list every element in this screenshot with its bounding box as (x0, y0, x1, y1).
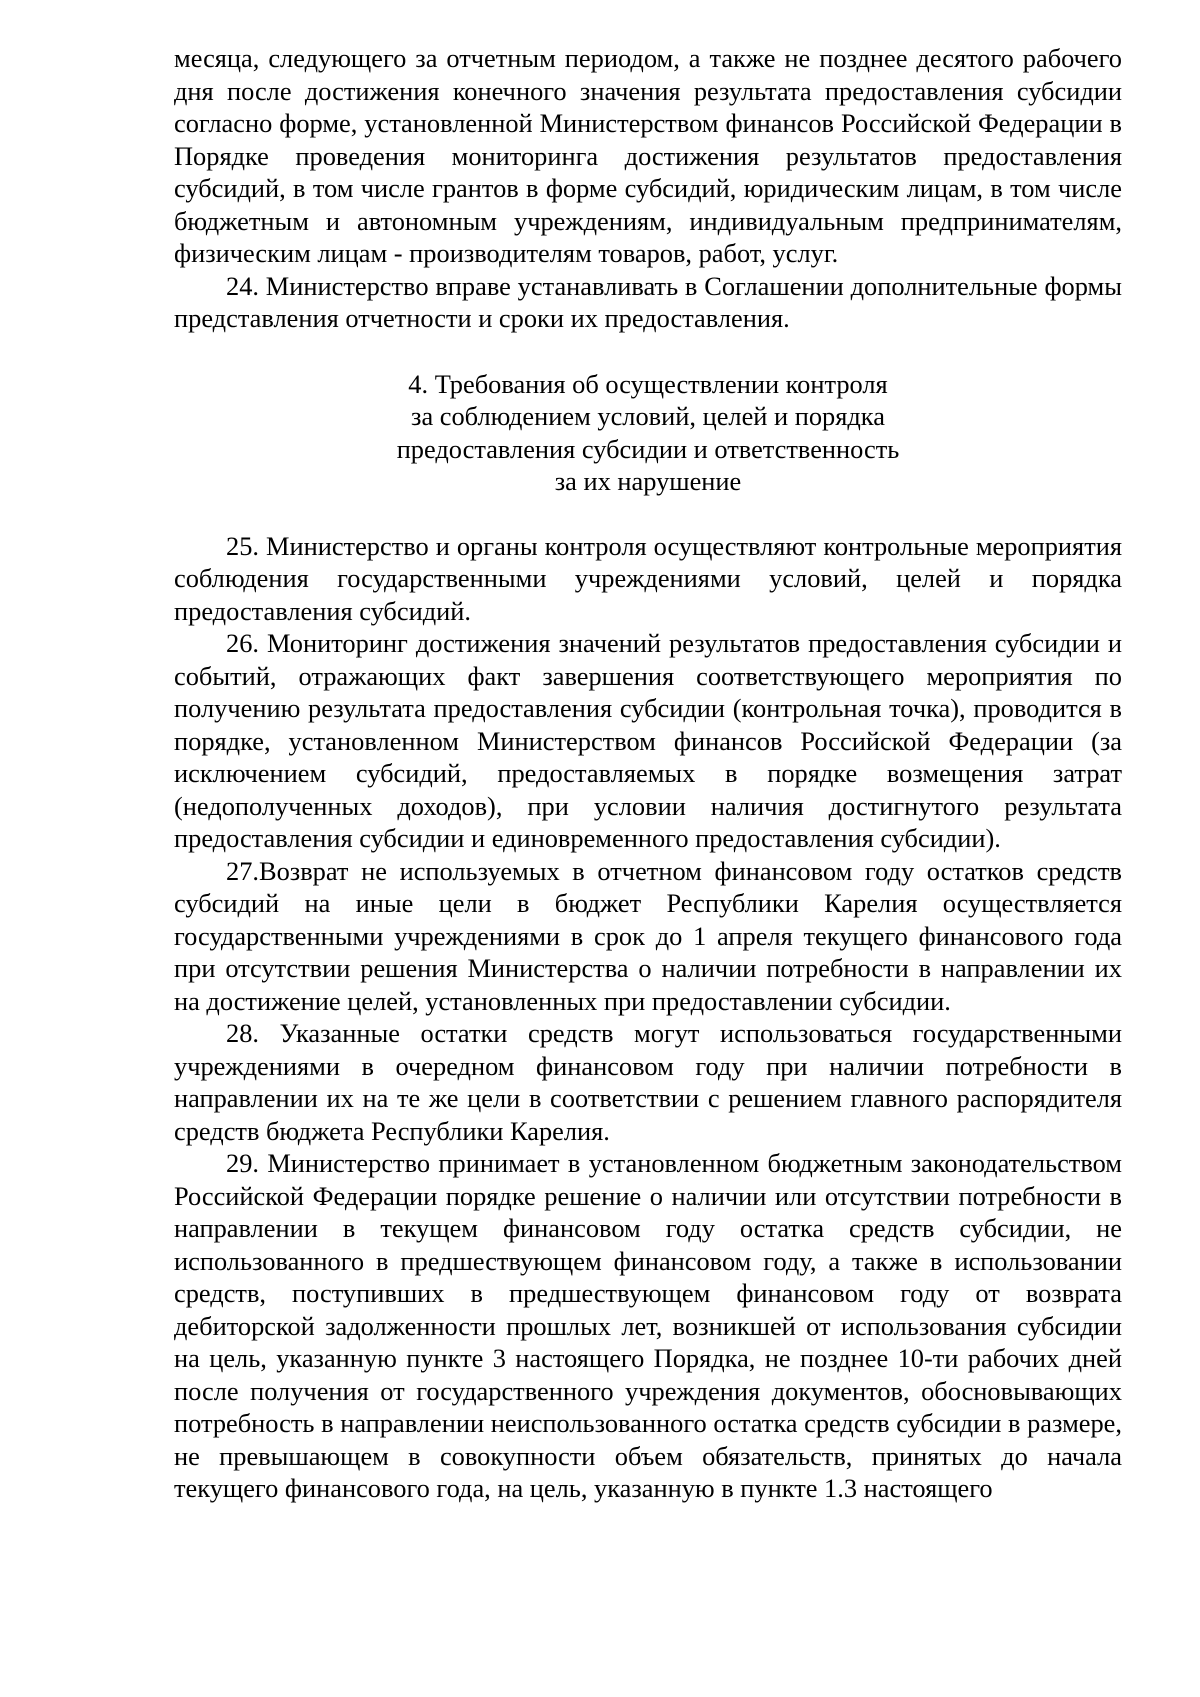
paragraph-28: 28. Указанные остатки средств могут использоваться государственными учреждениями в очередном финансовом году при наличии потребности в направлении их на те же цели в соответствии с решением главного распорядителя средств бюджета Республики Карелия. (174, 1018, 1122, 1146)
paragraph-26: 26. Мониторинг достижения значений результатов предоставления субсидии и событий, отражающих факт завершения соответствующего мероприятия по получению результата предоставления субсидии (контрольная точка), проводится в порядке, установленном Министерством финансов Российской Федерации (за исключением субсидий, предоставляемых в порядке возмещения затрат (недополученных доходов), при условии наличия достигнутого результата предоставления субсидии и единовременного предоставления субсидии). (174, 628, 1122, 853)
paragraph-24: 24. Министерство вправе устанавливать в Соглашении дополнительные формы представления отчетности и сроки их предоставления. (174, 270, 1122, 333)
section-heading-line-4: за их нарушение (554, 466, 742, 496)
section-heading-line-1: 4. Требования об осуществлении контроля (408, 368, 888, 399)
document-page (174, 42, 1122, 1505)
paragraph-25: 25. Министерство и органы контроля осуществляют контрольные мероприятия соблюдения государственными учреждениями условий, целей и порядка предоставления субсидий. (174, 530, 1122, 626)
section-heading (174, 368, 1122, 498)
paragraph-continuation: месяца, следующего за отчетным периодом, а также не позднее десятого рабочего дня после достижения конечного значения результата предоставления субсидии согласно форме, установленной Министерством финансов Российской Федерации в Порядке проведения мониторинга достижения результатов предоставления субсидий, в том числе грантов в форме субсидий, юридическим лицам, в том числе бюджетным и автономным учреждениям, индивидуальным предпринимателям, физическим лицам - производителям товаров, работ, услуг. (174, 43, 1122, 268)
section-heading-line-2: за соблюдением условий, целей и порядка (411, 401, 885, 431)
paragraph-27: 27.Возврат не используемых в отчетном финансовом году остатков средств субсидий на иные цели в бюджет Республики Карелия осуществляется государственными учреждениями в срок до 1 апреля текущего финансового года при отсутствии решения Министерства о наличии потребности в направлении их на достижение целей, установленных при предоставлении субсидии. (174, 855, 1122, 1016)
paragraph-29: 29. Министерство принимает в установленном бюджетным законодательством Российской Федерации порядке решение о наличии или отсутствии потребности в направлении в текущем финансовом году остатка средств субсидии, не использованного в предшествующем финансовом году, а также в использовании средств, поступивших в предшествующем финансовом году от возврата дебиторской задолженности прошлых лет, возникшей от использования субсидии на цель, указанную пункте 3 настоящего Порядка, не позднее 10-ти рабочих дней после получения от государственного учреждения документов, обосновывающих потребность в направлении неиспользованного остатка средств субсидии в размере, не превышающем в совокупности объем обязательств, принятых до начала текущего финансового года, на цель, указанную в пункте 1.3 настоящего (174, 1148, 1122, 1503)
section-heading-line-3: предоставления субсидии и ответственность (396, 433, 900, 464)
